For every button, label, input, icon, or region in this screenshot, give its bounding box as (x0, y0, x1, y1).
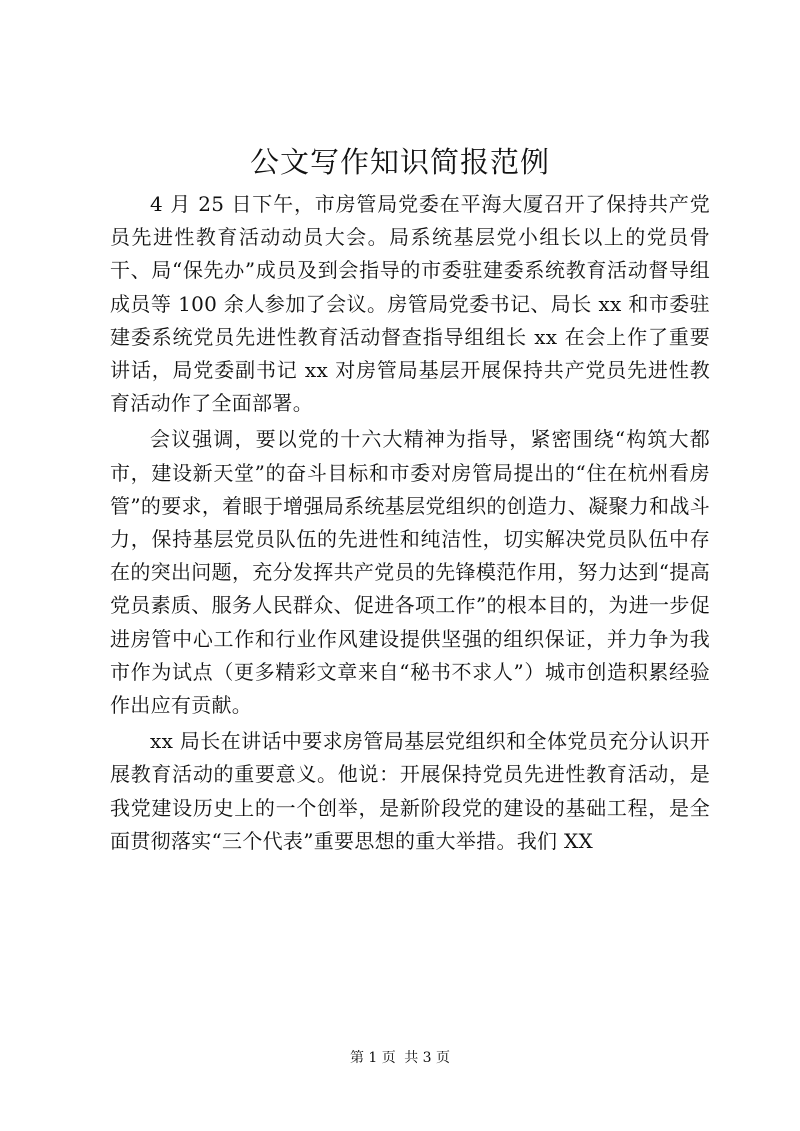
paragraph-2: 会议强调，要以党的十六大精神为指导，紧密围绕“构筑大都市，建设新天堂”的奋斗目标和市委对房管局提出的“住在杭州看房管”的要求，着眼于增强局系统基层党组织的创造力、凝聚力和战斗力，保持基层党员队伍的先进性和纯洁性，切实解决党员队伍中存在的突出问题，充分发挥共产党员的先锋模范作用，努力达到“提高党员素质、服务人民群众、促进各项工作”的根本目的，为进一步促进房管中心工作和行业作风建设提供坚强的组织保证，并力争为我市作为试点（更多精彩文章来自“秘书不求人”）城市创造积累经验作出应有贡献。 (110, 427, 710, 718)
paragraph-3: xx 局长在讲话中要求房管局基层党组织和全体党员充分认识开展教育活动的重要意义。他说：开展保持党员先进性教育活动，是我党建设历史上的一个创举，是新阶段党的建设的基础工程，是全面贯彻落实“三个代表”重要思想的重大举措。我们 XX (110, 729, 710, 853)
document-title: 公文写作知识简报范例 (249, 145, 550, 179)
page-total: 共 3 页 (404, 1050, 451, 1066)
document-body (110, 188, 710, 861)
page-number: 第 1 页 (349, 1050, 396, 1066)
paragraph-1: 4 月 25 日下午，市房管局党委在平海大厦召开了保持共产党员先进性教育活动动员大会。局系统基层党小组长以上的党员骨干、局“保先办”成员及到会指导的市委驻建委系统教育活动督导组成员等 100 余人参加了会议。房管局党委书记、局长 xx 和市委驻建委系统党员先进性教育活动督查指导组组长 xx 在会上作了重要讲话，局党委副书记 xx 对房管局基层开展保持共产党员先进性教育活动作了全面部署。 (110, 192, 710, 416)
page-footer (0, 1048, 800, 1068)
